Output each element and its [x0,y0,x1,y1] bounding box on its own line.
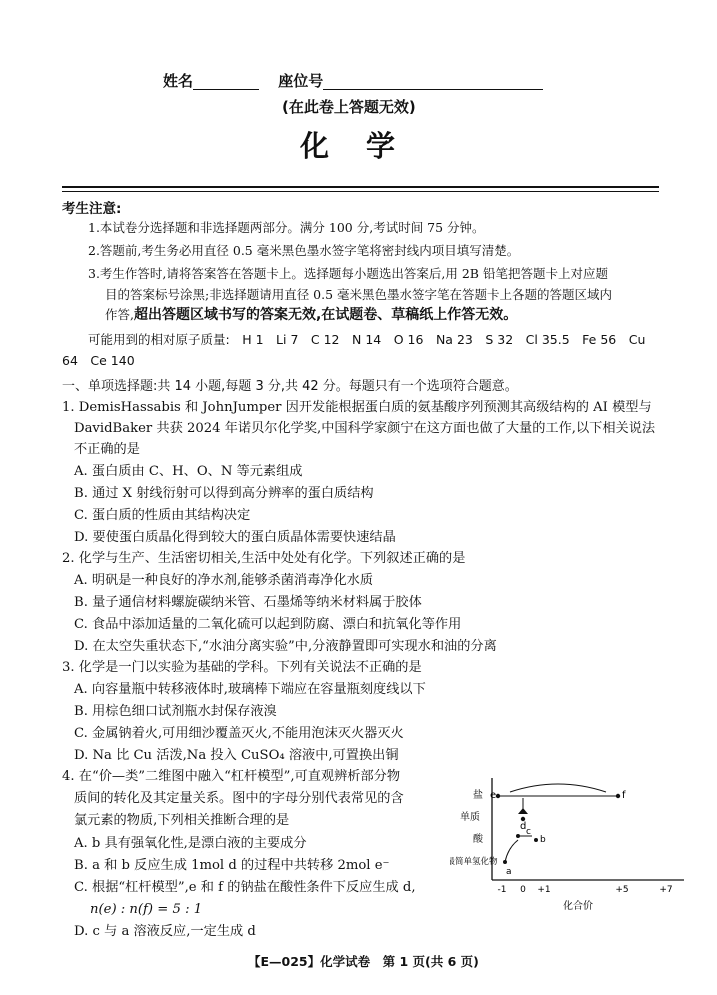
name-field [163,72,543,90]
q4-option-a: A. b 具有强氧化性,是漂白液的主要成分 [74,836,307,851]
invalid-note: (在此卷上答题无效) [282,98,416,116]
seat-label: 座位号 [278,72,324,90]
q2-option-b: B. 量子通信材料螺旋碳纳米管、石墨烯等纳米材料属于胶体 [74,595,422,610]
a-to-c-curve [505,840,518,862]
atomic-mass-line2: 64 Ce 140 [62,353,135,368]
notice-item-1: 1.本试卷分选择题和非选择题两部分。满分 100 分,考试时间 75 分钟。 [88,220,485,235]
q1-stem-line2: DavidBaker 共获 2024 年诺贝尔化学奖,中国科学家颜宁在这方面也做了大量的工作,以下相关说法 [74,421,656,436]
name-label: 姓名 [163,72,194,90]
notice-item-2: 2.答题前,考生务必用直径 0.5 毫米黑色墨水签字笔将密封线内项目填写清楚。 [88,243,520,258]
q2-stem: 2. 化学与生产、生活密切相关,生活中处处有化学。下列叙述正确的是 [62,551,466,566]
q4-stem-line1: 4. 在“价—类”二维图中融入“杠杆模型”,可直观辨析部分物 [62,769,401,784]
atomic-mass-line1: 可能用到的相对原子质量: H 1 Li 7 C 12 N 14 O 16 Na 23 S 32 Cl 35.5 Fe 56 Cu [88,332,646,347]
notice-item-3-line2: 目的答案标号涂黑;非选择题请用直径 0.5 毫米黑色墨水签字笔在答题卡上各题的答题区域内 [105,287,613,302]
y-label-salt: 盐 [473,790,483,801]
q4-stem-line2: 质间的转化及其定量关系。图中的字母分别代表常见的含 [74,791,404,806]
q3-option-c: C. 金属钠着火,可用细沙覆盖灭火,不能用泡沫灭火器灭火 [74,726,404,741]
x-tick-pos7: +7 [659,885,673,895]
seat-blank[interactable] [323,74,543,90]
point-f [616,794,620,798]
point-b [534,838,538,842]
header-rule-thin [62,191,659,192]
x-tick-neg1: -1 [497,885,507,895]
q1-option-d: D. 要使蛋白质晶化得到较大的蛋白质晶体需要快速结晶 [74,530,396,545]
point-f-label: f [622,790,626,801]
q3-option-d: D. Na 比 Cu 活泼,Na 投入 CuSO₄ 溶液中,可置换出铜 [74,748,399,763]
point-c-label: c [526,827,531,837]
point-e [496,794,500,798]
q3-stem: 3. 化学是一门以实验为基础的学科。下列有关说法不正确的是 [62,660,422,675]
fulcrum-triangle [518,808,528,814]
lever-arc [510,784,606,792]
q1-option-a: A. 蛋白质由 C、H、O、N 等元素组成 [74,464,303,479]
q3-option-a: A. 向容量瓶中转移液体时,玻璃棒下端应在容量瓶刻度线以下 [74,682,426,697]
notice-warning: 超出答题区域书写的答案无效,在试题卷、草稿纸上作答无效。 [133,307,518,323]
page-footer: 【E—025】化学试卷 第 1 页(共 6 页) [248,954,479,969]
q2-option-d: D. 在太空失重状态下,“水油分离实验”中,分液静置即可实现水和油的分离 [74,639,497,654]
header-rule-thick [62,186,659,188]
point-a [503,860,507,864]
q3-option-b: B. 用棕色细口试剂瓶水封保存液溴 [74,704,277,719]
q2-option-a: A. 明矾是一种良好的净水剂,能够杀菌消毒净化水质 [74,573,374,588]
q4-option-d: D. c 与 a 溶液反应,一定生成 d [74,924,256,939]
q1-option-b: B. 通过 X 射线衍射可以得到高分辨率的蛋白质结构 [74,486,374,501]
notice-title: 考生注意: [62,201,122,217]
q4-option-c-line1: C. 根据“杠杆模型”,e 和 f 的钠盐在酸性条件下反应生成 d, [74,880,416,895]
subject-title: 化 学 [300,129,400,163]
x-axis-title: 化合价 [563,901,593,912]
q4-stem-line3: 氯元素的物质,下列相关推断合理的是 [74,813,290,828]
x-tick-pos5: +5 [615,885,629,895]
point-e-label: e [490,790,497,801]
q1-stem-line3: 不正确的是 [74,442,140,457]
notice-item-3-line3-text: 作答, [105,307,134,322]
valence-class-diagram [450,768,690,913]
q1-option-c: C. 蛋白质的性质由其结构决定 [74,508,251,523]
section-title: 一、单项选择题:共 14 小题,每题 3 分,共 42 分。每题只有一个选项符合题意。 [62,379,518,394]
point-a-label: a [506,867,512,877]
x-tick-pos1: +1 [537,885,551,895]
q1-stem-line1: 1. DemisHassabis 和 JohnJumper 因开发能根据蛋白质的氨基酸序列预测其高级结构的 AI 模型与 [62,400,652,415]
q4-option-b: B. a 和 b 反应生成 1mol d 的过程中共转移 2mol e⁻ [74,858,390,873]
point-d-label: d [520,821,527,832]
q4-option-c-line2: n(e) : n(f) = 5 : 1 [90,902,203,917]
y-label-hydride: 最简单氢化物 [450,857,498,867]
x-tick-0: 0 [520,885,526,895]
name-blank[interactable] [193,74,259,90]
point-c [516,834,520,838]
point-b-label: b [540,835,546,845]
notice-item-3-line3 [105,306,517,324]
y-label-acid: 酸 [473,834,483,845]
y-label-element: 单质 [460,812,480,823]
notice-item-3-line1: 3.考生作答时,请将答案答在答题卡上。选择题每小题选出答案后,用 2B 铅笔把答题卡上对应题 [88,266,608,281]
q2-option-c: C. 食品中添加适量的二氧化硫可以起到防腐、漂白和抗氧化等作用 [74,617,462,632]
